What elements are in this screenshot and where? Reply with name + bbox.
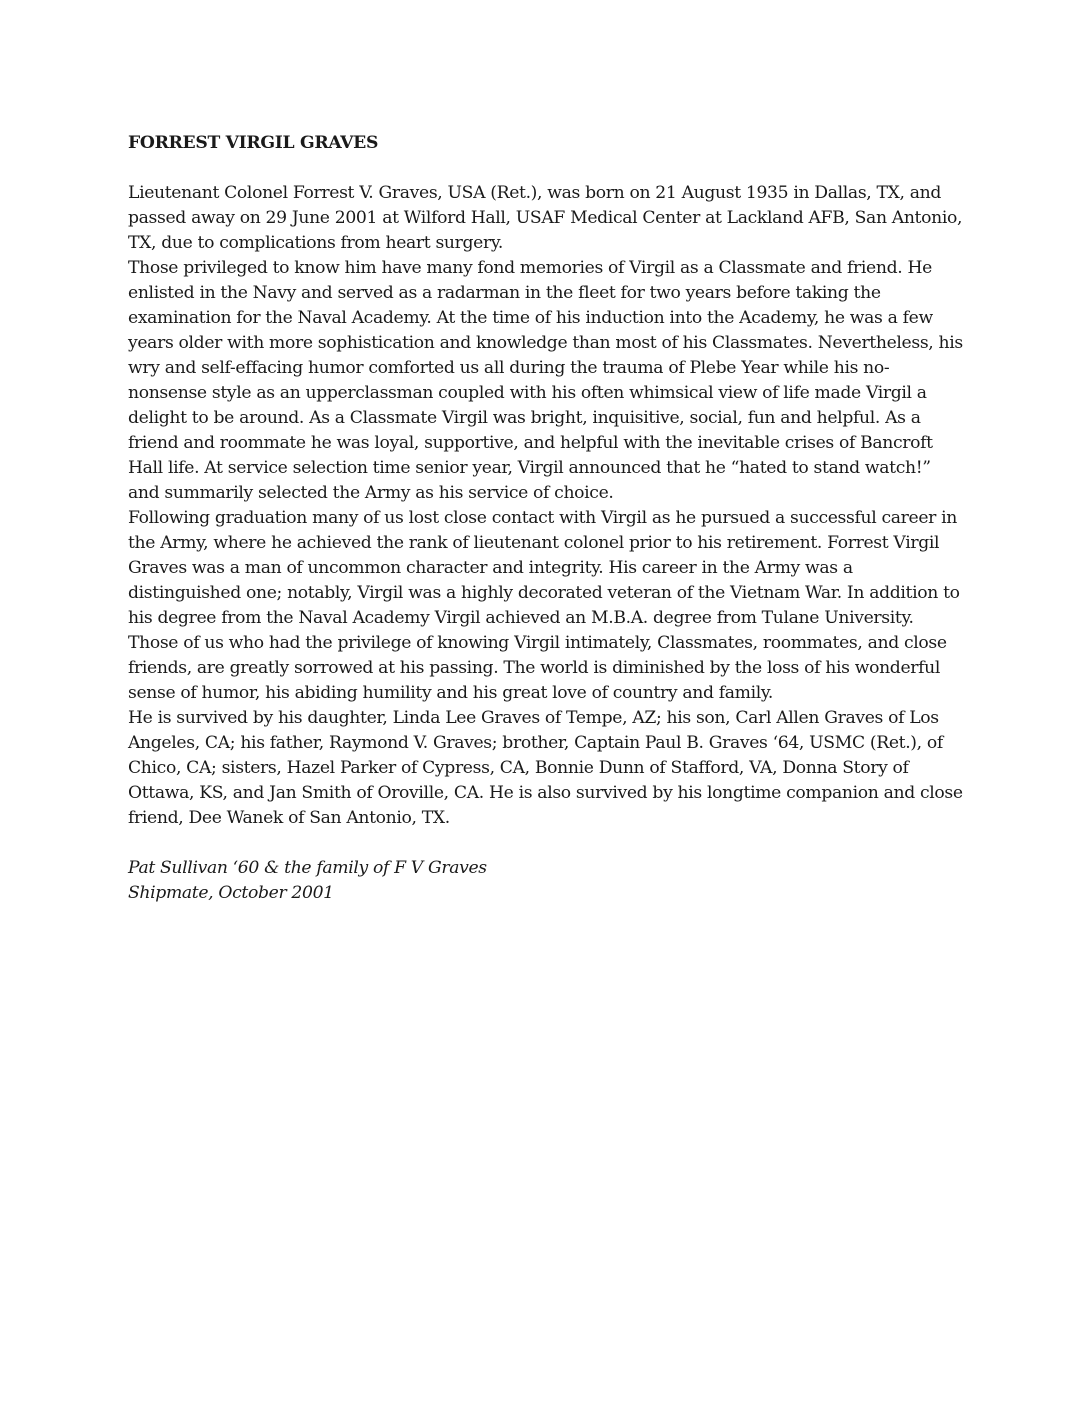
obituary-body <box>128 131 964 906</box>
paragraph-birth-death: Lieutenant Colonel Forrest V. Graves, USA (Ret.), was born on 21 August 1935 in Dallas, TX, and passed away on 29 June 2001 at Wilford Hall, USAF Medical Center at Lackland AFB, San Antonio, TX, due to complications from heart surgery. <box>128 183 963 253</box>
signature-block <box>128 856 964 906</box>
paragraph-academy-memories: Those privileged to know him have many fond memories of Virgil as a Classmate and friend. He enlisted in the Navy and served as a radarman in the fleet for two years before taking the examination for the Naval Academy. At the time of his induction into the Academy, he was a few years older with more sophistication and knowledge than most of his Classmates. Nevertheless, his wry and self-effacing humor comforted us all during the trauma of Plebe Year while his no-nonsense style as an upperclassman coupled with his often whimsical view of life made Virgil a delight to be around. As a Classmate Virgil was bright, inquisitive, social, fun and helpful. As a friend and roommate he was loyal, supportive, and helpful with the inevitable crises of Bancroft Hall life. At service selection time senior year, Virgil announced that he “hated to stand watch!” and summarily selected the Army as his service of choice. <box>128 258 963 503</box>
paragraph-sorrow: Those of us who had the privilege of knowing Virgil intimately, Classmates, roommates, and close friends, are greatly sorrowed at his passing. The world is diminished by the loss of his wonderful sense of humor, his abiding humility and his great love of country and family. <box>128 633 947 703</box>
signature-source: Shipmate, October 2001 <box>128 883 334 903</box>
paragraph-army-career: Following graduation many of us lost close contact with Virgil as he pursued a successful career in the Army, where he achieved the rank of lieutenant colonel prior to his retirement. Forrest Virgil Graves was a man of uncommon character and integrity. His career in the Army was a distinguished one; notably, Virgil was a highly decorated veteran of the Vietnam War. In addition to his degree from the Naval Academy Virgil achieved an M.B.A. degree from Tulane University. <box>128 508 960 628</box>
paragraph-survivors: He is survived by his daughter, Linda Lee Graves of Tempe, AZ; his son, Carl Allen Graves of Los Angeles, CA; his father, Raymond V. Graves; brother, Captain Paul B. Graves ‘64, USMC (Ret.), of Chico, CA; sisters, Hazel Parker of Cypress, CA, Bonnie Dunn of Stafford, VA, Donna Story of Ottawa, KS, and Jan Smith of Oroville, CA. He is also survived by his longtime companion and close friend, Dee Wanek of San Antonio, TX. <box>128 708 963 828</box>
signature-author: Pat Sullivan ‘60 & the family of F V Graves <box>128 858 487 878</box>
page-title: FORREST VIRGIL GRAVES <box>128 133 379 153</box>
